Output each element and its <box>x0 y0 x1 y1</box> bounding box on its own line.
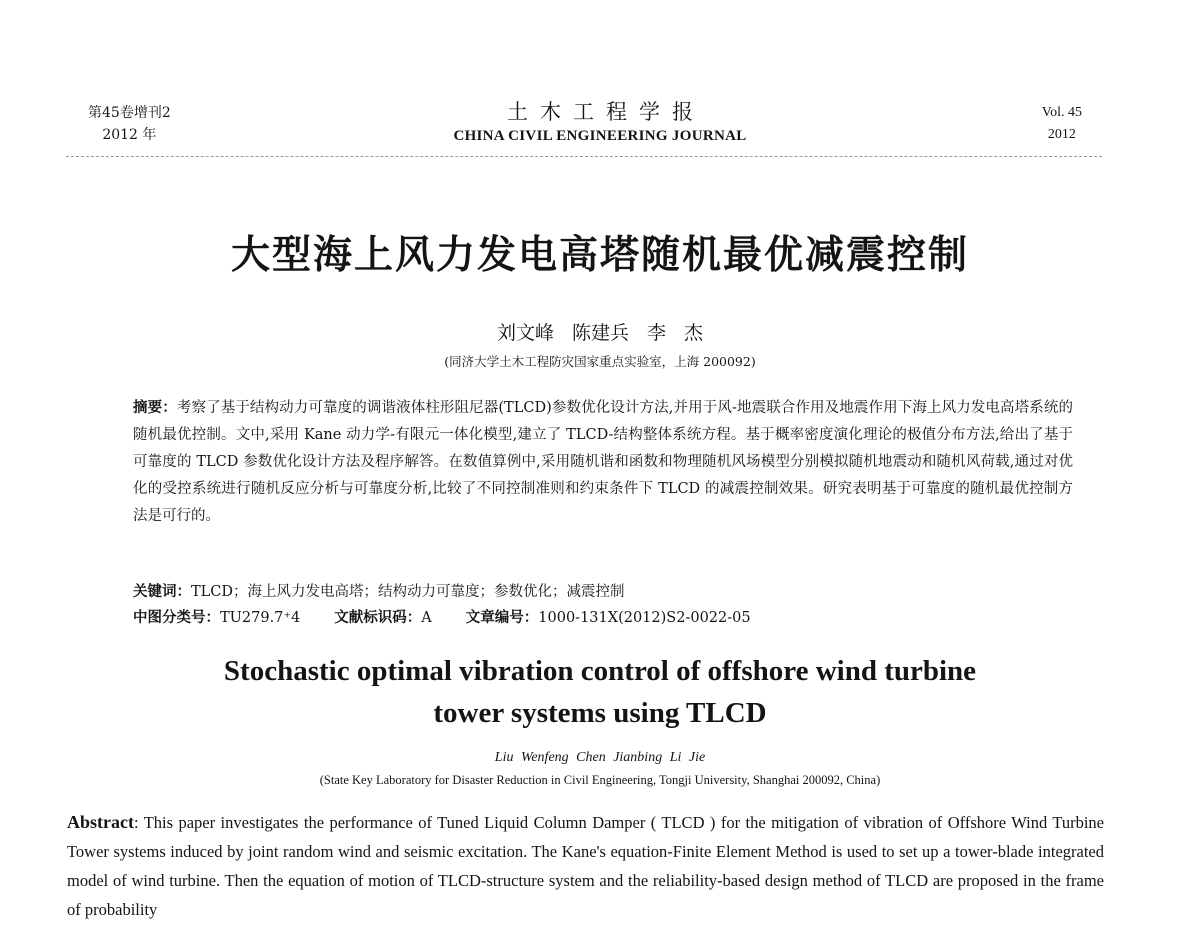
title-en-line2: tower systems using TLCD <box>433 697 767 729</box>
abstract-cn-text: 考察了基于结构动力可靠度的调谐液体柱形阻尼器(TLCD)参数优化设计方法,并用于风-地震联合作用及地震作用下海上风力发电高塔系统的随机最优控制。文中,采用 Kane 动力学-有限元一体化模型,建立了 TLCD-结构整体系统方程。基于概率密度演化理论的极值分布方法,给出了基于可靠度的 TLCD 参数优化设计方法及程序解答。在数值算例中,采用随机谐和函数和物理随机风场模型分别模拟随机地震动和随机风荷载,通过对优化的受控系统进行随机反应分析与可靠度分析,比较了不同控制准则和约束条件下 TLCD 的减震控制效果。研究表明基于可靠度的随机最优控制方法是可行的。 <box>133 400 1074 524</box>
clc-value: TU279.7⁺4 <box>220 610 301 626</box>
keywords-cn-text: TLCD；海上风力发电高塔；结构动力可靠度；参数优化；减震控制 <box>191 584 625 600</box>
abstract-en-text: : This paper investigates the performance of Tuned Liquid Column Damper ( TLCD ) for the mitigation of vibration of Offshore Wind Turbine Tower systems induced by joint random wind and seismic excitation. The Kane's equation-Finite Element Method is used to set up a tower-blade integrated model of wind turbine. Then the equation of motion of TLCD-structure system and the reliability-based design method of TLCD are proposed in the frame of probability <box>67 813 1104 919</box>
keywords-cn <box>133 579 625 605</box>
authors-cn: 刘文峰 陈建兵 李 杰 <box>496 322 704 344</box>
volume-en: Vol. 45 <box>1041 105 1082 120</box>
affiliation-en: (State Key Laboratory for Disaster Reduction in Civil Engineering, Tongji University, Shanghai 200092, China) <box>319 773 881 787</box>
abstract-cn <box>133 395 1073 530</box>
article-number-value: 1000-131X(2012)S2-0022-05 <box>538 610 751 626</box>
journal-name-en: CHINA CIVIL ENGINEERING JOURNAL <box>453 128 747 144</box>
title-en <box>0 650 1200 734</box>
doc-code-value: A <box>421 610 432 626</box>
year-en: 2012 <box>1047 127 1076 142</box>
year-cn: 2012 年 <box>102 127 157 143</box>
header-volume-en <box>1042 102 1082 146</box>
header-divider <box>66 156 1102 157</box>
keywords-cn-label: 关键词： <box>133 584 191 600</box>
abstract-en-label: Abstract <box>67 812 134 832</box>
doc-code-label: 文献标识码： <box>334 610 422 626</box>
article-number-label: 文章编号： <box>465 610 539 626</box>
affiliation-cn: (同济大学土木工程防灾国家重点实验室，上海 200092) <box>444 354 756 369</box>
volume-cn: 第45卷增刊2 <box>88 105 171 121</box>
classification-line <box>133 605 751 631</box>
journal-header <box>0 98 1200 146</box>
clc-label: 中图分类号： <box>133 610 220 626</box>
title-cn: 大型海上风力发电高塔随机最优减震控制 <box>230 233 969 278</box>
journal-name-cn: 土木工程学报 <box>507 100 705 124</box>
abstract-cn-label: 摘要： <box>133 400 177 416</box>
authors-en: Liu Wenfeng Chen Jianbing Li Jie <box>494 750 706 765</box>
title-en-line1: Stochastic optimal vibration control of offshore wind turbine <box>223 655 977 687</box>
abstract-en <box>67 808 1104 924</box>
